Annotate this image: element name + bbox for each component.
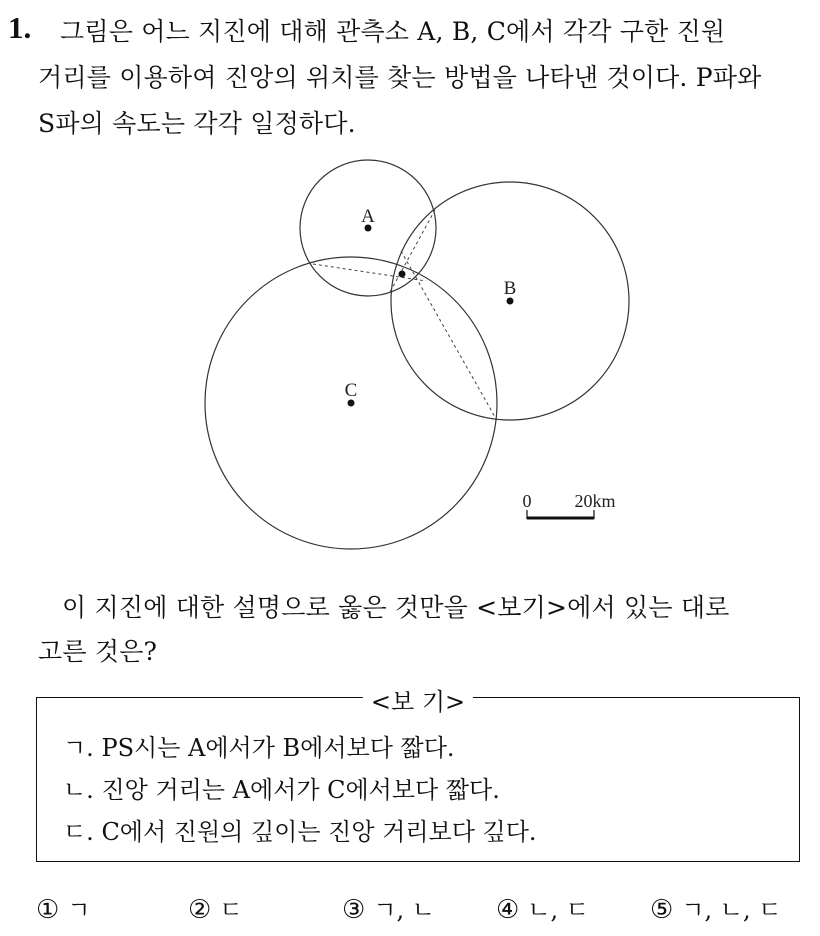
epicenter-dot: [399, 271, 406, 278]
choice-2-text: ㄷ: [219, 896, 243, 924]
epicenter-figure: [200, 150, 660, 560]
choice-1[interactable]: [36, 890, 91, 925]
station-a-label: A: [361, 206, 375, 227]
station-c-label: C: [344, 380, 358, 401]
choice-3[interactable]: [342, 890, 435, 925]
choice-4[interactable]: [496, 890, 589, 925]
choice-1-text: ㄱ: [67, 896, 91, 924]
choice-2-mark: ②: [188, 895, 212, 925]
choice-1-mark: ①: [36, 895, 60, 925]
chord-bc: [401, 251, 495, 417]
prompt-line-1: 이 지진에 대한 설명으로 옳은 것만을 <보기>에서 있는 대로: [62, 593, 730, 622]
choice-4-mark: ④: [496, 895, 520, 925]
bogi-statement-2: ㄴ. 진앙 거리는 A에서가 C에서보다 짧다.: [63, 776, 500, 804]
scale-distance: 20km: [574, 491, 616, 511]
bogi-box: [36, 688, 800, 862]
bogi-statement-1: ㄱ. PS시는 A에서가 B에서보다 짧다.: [63, 734, 455, 762]
question-line-3: S파의 속도는 각각 일정하다.: [38, 109, 356, 138]
chord-ac: [313, 264, 426, 281]
scale-zero: 0: [522, 491, 532, 511]
choice-2[interactable]: [188, 890, 243, 925]
bogi-title: <보 기>: [363, 682, 473, 717]
choice-5-mark: ⑤: [650, 895, 674, 925]
choice-3-text: ㄱ, ㄴ: [373, 896, 435, 924]
choice-3-mark: ③: [342, 895, 366, 925]
choice-5-text: ㄱ, ㄴ, ㄷ: [681, 896, 782, 924]
choice-4-text: ㄴ, ㄷ: [527, 896, 589, 924]
question-line-1: 그림은 어느 지진에 대해 관측소 A, B, C에서 각각 구한 진원: [60, 17, 726, 46]
question-line-2: 거리를 이용하여 진앙의 위치를 찾는 방법을 나타낸 것이다. P파와: [38, 63, 762, 92]
prompt-line-2: 고른 것은?: [38, 637, 158, 666]
bogi-statement-3: ㄷ. C에서 진원의 깊이는 진앙 거리보다 깊다.: [63, 818, 537, 846]
station-b-label: B: [503, 278, 517, 299]
question-number: 1.: [8, 10, 32, 45]
choice-5[interactable]: [650, 890, 781, 925]
